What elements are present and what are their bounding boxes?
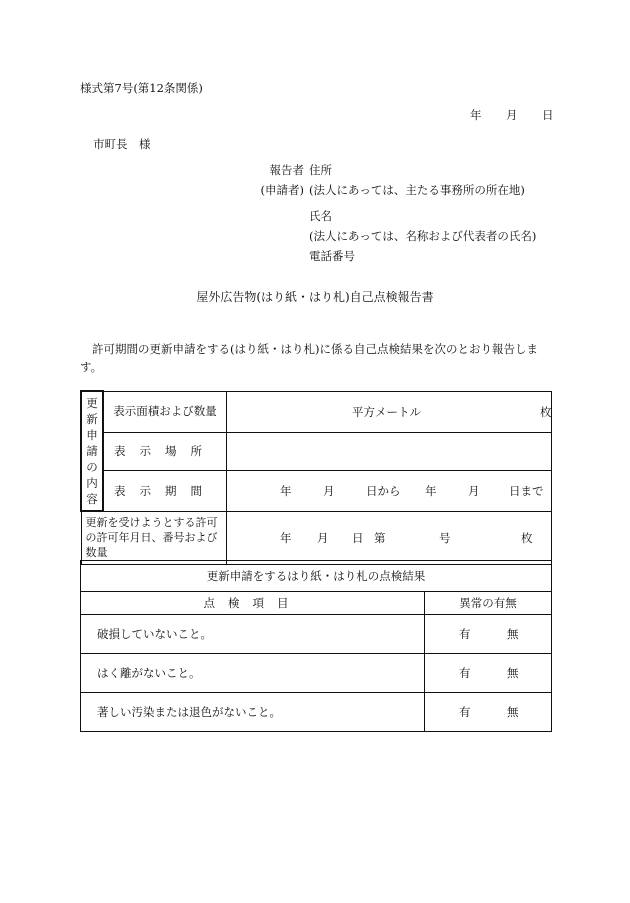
period-value-cell <box>227 470 552 511</box>
permit-label: 更新を受けようとする許可の許可年月日、番号および数量 <box>81 511 227 564</box>
period-to-label: 日まで <box>509 483 544 498</box>
inspection-item-3: 著しい汚染または退色がないこと。 <box>81 693 425 732</box>
permit-count-unit: 枚 <box>521 530 533 545</box>
permit-month: 月 <box>317 530 329 545</box>
location-label: 表示場所 <box>103 432 227 470</box>
inspection-table <box>80 560 552 732</box>
permit-value-cell <box>227 511 552 564</box>
area-label: 表示面積および数量 <box>103 391 227 432</box>
col-item-header: 点検項目 <box>81 592 425 615</box>
period-month-from: 月 <box>323 483 335 498</box>
period-year-to: 年 <box>425 483 437 498</box>
area-value-cell <box>227 391 552 432</box>
inspection-title: 更新申請をするはり紙・はり札の点検結果 <box>81 561 552 592</box>
side-label-char: 容 <box>86 492 98 506</box>
address-note: (法人にあっては、主たる事務所の所在地) <box>309 183 525 197</box>
side-label-char: 内 <box>86 476 98 490</box>
reporter-block <box>258 160 558 266</box>
renewal-table <box>80 390 552 565</box>
date-year-label: 年 <box>470 108 482 122</box>
result-yes-3: 有 <box>459 705 471 719</box>
permit-year: 年 <box>280 530 292 545</box>
inspection-item-1: 破損していないこと。 <box>81 615 425 654</box>
side-label-char: の <box>86 460 98 474</box>
count-unit: 枚 <box>540 404 552 419</box>
date-day-label: 日 <box>542 108 554 122</box>
addressee: 市町長 様 <box>93 137 151 151</box>
side-label-char: 申 <box>86 428 98 442</box>
result-yes-2: 有 <box>459 666 471 680</box>
inspection-item-2: はく離がないこと。 <box>81 654 425 693</box>
address-label: 住所 <box>309 163 332 177</box>
name-note: (法人にあっては、名称および代表者の氏名) <box>309 229 537 243</box>
permit-number-suffix: 号 <box>439 530 451 545</box>
inspection-result-3 <box>425 693 552 732</box>
inspection-result-1 <box>425 615 552 654</box>
location-value-cell <box>227 432 552 470</box>
area-unit: 平方メートル <box>352 404 421 419</box>
reporter-label: 報告者 <box>269 163 304 177</box>
period-month-to: 月 <box>468 483 480 498</box>
phone-label: 電話番号 <box>309 249 355 263</box>
side-label-char: 更 <box>86 396 98 410</box>
applicant-label: (申請者) <box>260 183 304 197</box>
result-no-2: 無 <box>507 666 519 680</box>
name-label: 氏名 <box>309 209 332 223</box>
period-from-label: 日から <box>366 483 401 498</box>
period-label: 表示期間 <box>103 470 227 511</box>
side-label-char: 新 <box>86 412 98 426</box>
col-result-header: 異常の有無 <box>425 592 552 615</box>
date-month-label: 月 <box>506 108 518 122</box>
document-title: 屋外広告物(はり紙・はり札)自己点検報告書 <box>196 290 434 304</box>
result-no-1: 無 <box>507 627 519 641</box>
result-no-3: 無 <box>507 705 519 719</box>
body-text: 許可期間の更新申請をする(はり紙・はり札)に係る自己点検結果を次のとおり報告します。 <box>80 342 538 374</box>
result-yes-1: 有 <box>459 627 471 641</box>
period-year-from: 年 <box>280 483 292 498</box>
side-label-char: 請 <box>86 444 98 458</box>
inspection-result-2 <box>425 654 552 693</box>
form-number: 様式第7号(第12条関係) <box>80 81 203 95</box>
permit-day: 日 <box>352 530 364 545</box>
permit-number-prefix: 第 <box>374 530 386 545</box>
renewal-side-label <box>81 391 103 511</box>
